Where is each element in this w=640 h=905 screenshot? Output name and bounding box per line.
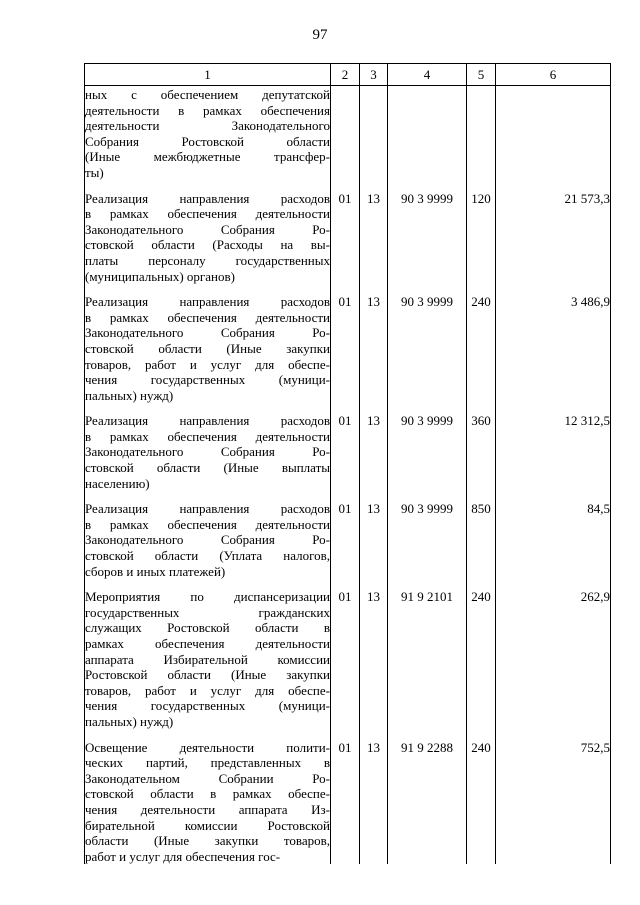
amount: 3 486,9 [496,294,611,403]
description-line: области (Иные закупки товаров, [85,833,330,849]
spacer-cell [360,579,388,589]
section-code: 01 [331,413,360,491]
spacer-cell [388,181,467,191]
target-article-code: 90 3 9999 [388,413,467,491]
spacer-cell [467,403,496,413]
description-line: бирательной комиссии Ростовской [85,817,330,833]
page-number: 97 [312,27,328,43]
description-line: служащих Ростовской области в [85,620,330,636]
expense-type-code: 850 [467,501,496,579]
spacer-cell [496,579,611,589]
subsection-code: 13 [360,294,388,403]
expense-type-code: 240 [467,294,496,403]
description-line: Законодательного Собрания Ро- [85,221,330,237]
spacer-cell [331,181,360,191]
description-line: ты) [85,164,104,180]
row-spacer [85,579,611,589]
row-description [85,294,331,403]
table-header [85,64,611,86]
description-line: Собрания Ростовской области [85,133,330,149]
spacer-cell [388,730,467,740]
row-spacer [85,403,611,413]
description-line: сборов и иных платежей) [85,563,226,579]
spacer-cell [467,730,496,740]
description-line: в рамках обеспечения деятельности [85,428,330,444]
column-header-6: 6 [496,64,611,86]
spacer-cell [388,284,467,294]
description-line: Реализация направления расходов [85,190,330,206]
subsection-code: 13 [360,589,388,729]
table-row [85,589,611,729]
description-line: населению) [85,475,150,491]
spacer-cell [388,579,467,589]
description-line: товаров, работ и услуг для обеспе- [85,682,330,698]
description-line: Законодательного Собрания Ро- [85,325,330,341]
description-line: в рамках обеспечения деятельности [85,516,330,532]
spacer-cell [496,730,611,740]
table-row [85,740,611,865]
spacer-cell [360,491,388,501]
spacer-cell [85,181,331,191]
table-row [85,86,611,181]
description-line: деятельности Законодательного [85,118,330,134]
spacer-cell [467,284,496,294]
amount: 12 312,5 [496,413,611,491]
amount [496,86,611,181]
description-line: деятельности в рамках обеспечения [85,102,330,118]
subsection-code: 13 [360,740,388,865]
spacer-cell [360,403,388,413]
amount: 84,5 [496,501,611,579]
description-line: рамках обеспечения деятельности [85,636,330,651]
description-line: стовской области (Иные закупки [85,340,330,356]
spacer-cell [496,491,611,501]
description-line: ных с обеспечением депутатской [85,87,330,102]
spacer-cell [388,491,467,501]
table-body [85,86,611,865]
target-article-code: 90 3 9999 [388,191,467,285]
spacer-cell [467,181,496,191]
column-header-2: 2 [331,64,360,86]
amount: 752,5 [496,740,611,865]
table-row [85,413,611,491]
target-article-code: 91 9 2101 [388,589,467,729]
expense-type-code [467,86,496,181]
description-line: ческих партий, представленных в [85,755,330,771]
description-line: чения государственных (муници- [85,698,330,714]
description-line: стовской области (Уплата налогов, [85,548,330,564]
table-row [85,191,611,285]
section-code: 01 [331,589,360,729]
description-line: чения государственных (муници- [85,372,330,388]
description-line: Законодательного Собрания Ро- [85,444,330,460]
description-line: аппарата Избирательной комиссии [85,651,330,667]
description-line: платы персоналу государственных [85,252,330,268]
target-article-code: 90 3 9999 [388,501,467,579]
description-line: пальных) нужд) [85,387,174,403]
description-line: стовской области (Иные выплаты [85,460,330,476]
spacer-cell [331,284,360,294]
spacer-cell [496,181,611,191]
row-description [85,501,331,579]
row-description [85,589,331,729]
target-article-code: 91 9 2288 [388,740,467,865]
description-line: Реализация направления расходов [85,294,330,310]
description-line: в рамках обеспечения деятельности [85,206,330,222]
amount: 21 573,3 [496,191,611,285]
spacer-cell [85,491,331,501]
spacer-cell [331,491,360,501]
spacer-cell [331,579,360,589]
column-header-3: 3 [360,64,388,86]
section-code: 01 [331,294,360,403]
description-line: чения деятельности аппарата Из- [85,801,330,817]
column-header-4: 4 [388,64,467,86]
subsection-code: 13 [360,501,388,579]
spacer-cell [496,403,611,413]
spacer-cell [85,730,331,740]
expense-type-code: 360 [467,413,496,491]
description-line: Реализация направления расходов [85,501,330,517]
spacer-cell [331,730,360,740]
section-code [331,86,360,181]
description-line: Ростовской области (Иные закупки [85,667,330,683]
row-spacer [85,491,611,501]
description-line: Законодательного Собрания Ро- [85,532,330,548]
row-description [85,86,331,181]
subsection-code: 13 [360,191,388,285]
description-line: в рамках обеспечения деятельности [85,309,330,325]
spacer-cell [85,284,331,294]
table-row [85,294,611,403]
section-code: 01 [331,740,360,865]
spacer-cell [331,403,360,413]
description-line: (муниципальных) органов) [85,268,235,284]
section-code: 01 [331,191,360,285]
spacer-cell [467,579,496,589]
description-line: пальных) нужд) [85,713,174,729]
amount: 262,9 [496,589,611,729]
row-description [85,740,331,865]
column-header-5: 5 [467,64,496,86]
description-line: товаров, работ и услуг для обеспе- [85,356,330,372]
row-description [85,191,331,285]
target-article-code: 90 3 9999 [388,294,467,403]
row-description [85,413,331,491]
spacer-cell [388,403,467,413]
description-line: стовской области (Расходы на вы- [85,237,330,253]
expense-type-code: 240 [467,589,496,729]
description-line: Законодательном Собрании Ро- [85,770,330,786]
row-spacer [85,181,611,191]
description-line: Освещение деятельности полити- [85,739,330,755]
budget-table [84,63,611,864]
subsection-code [360,86,388,181]
spacer-cell [360,181,388,191]
expense-type-code: 240 [467,740,496,865]
description-line: работ и услуг для обеспечения гос- [85,848,281,864]
description-line: (Иные межбюджетные трансфер- [85,149,330,165]
row-spacer [85,284,611,294]
target-article-code [388,86,467,181]
expense-type-code: 120 [467,191,496,285]
spacer-cell [85,403,331,413]
description-line: Мероприятия по диспансеризации [85,589,330,605]
section-code: 01 [331,501,360,579]
row-spacer [85,730,611,740]
subsection-code: 13 [360,413,388,491]
column-header-1: 1 [85,64,331,86]
spacer-cell [360,730,388,740]
spacer-cell [496,284,611,294]
description-line: государственных гражданских [85,604,330,620]
table-row [85,501,611,579]
spacer-cell [85,579,331,589]
spacer-cell [467,491,496,501]
spacer-cell [360,284,388,294]
description-line: Реализация направления расходов [85,413,330,429]
description-line: стовской области в рамках обеспе- [85,786,330,802]
